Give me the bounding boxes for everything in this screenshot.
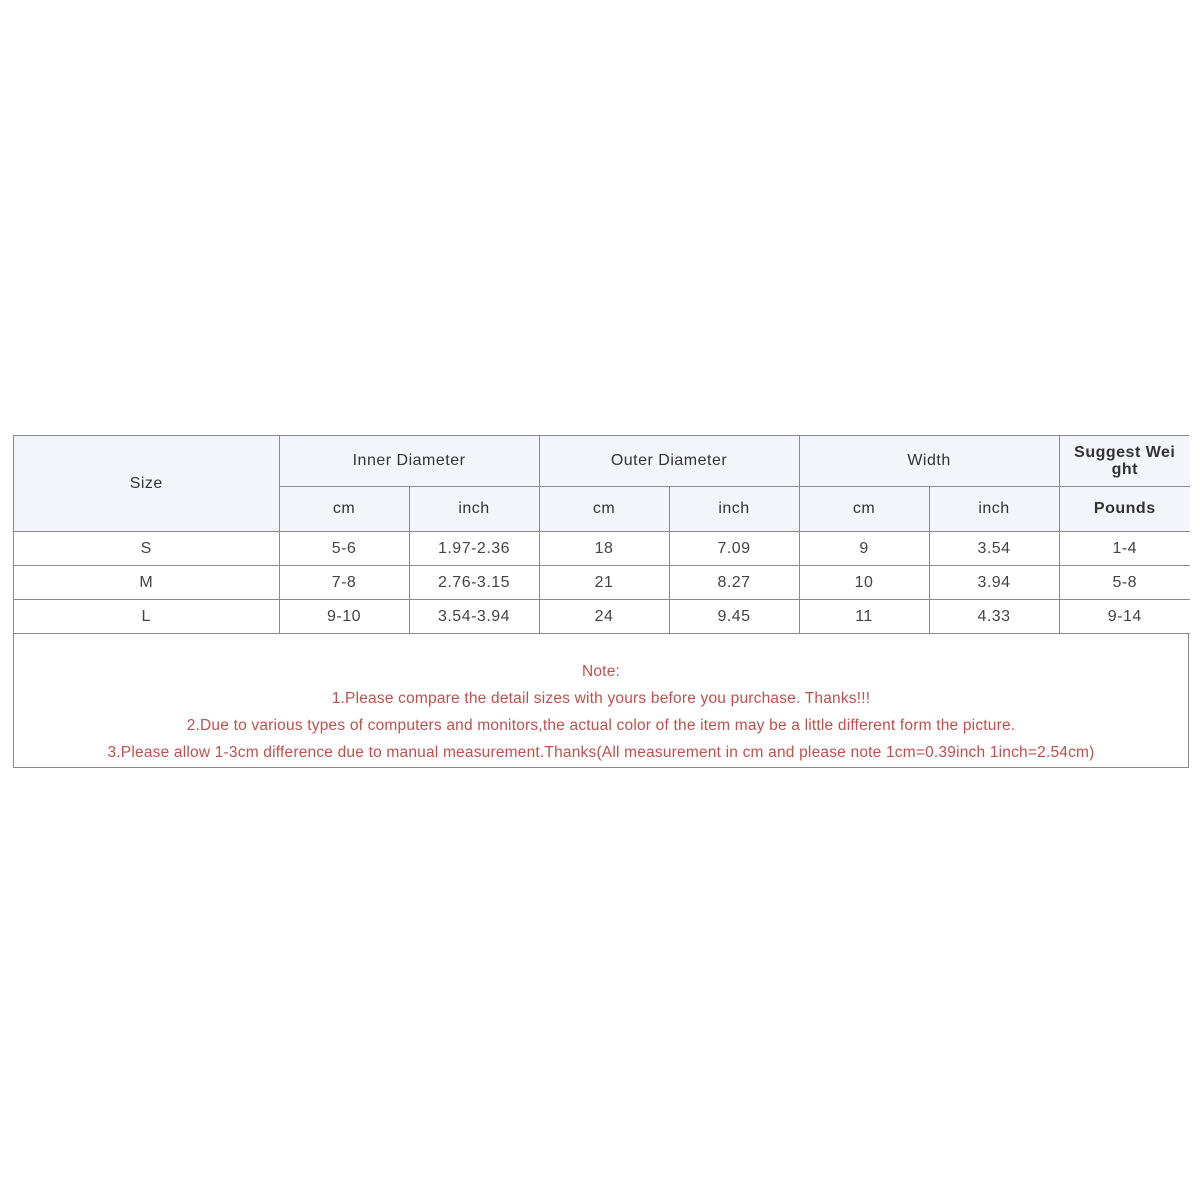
table-cell: 3.54-3.94 (409, 600, 539, 634)
table-cell: 7.09 (669, 532, 799, 566)
table-cell: 8.27 (669, 566, 799, 600)
header-row-groups (14, 436, 1190, 487)
table-row (14, 532, 1190, 566)
inner-diameter-header: Inner Diameter (279, 436, 539, 487)
table-cell: S (14, 532, 279, 566)
table-cell: 9-10 (279, 600, 409, 634)
table-cell: 21 (539, 566, 669, 600)
unit-header: cm (279, 487, 409, 532)
table-cell: 4.33 (929, 600, 1059, 634)
size-chart (13, 435, 1189, 768)
note-title: Note: (581, 663, 621, 680)
table-cell: 7-8 (279, 566, 409, 600)
size-table (14, 436, 1190, 634)
table-cell: M (14, 566, 279, 600)
table-row (14, 566, 1190, 600)
notes-section (14, 658, 1188, 766)
table-cell: 24 (539, 600, 669, 634)
table-cell: 3.94 (929, 566, 1059, 600)
table-cell: 11 (799, 600, 929, 634)
table-cell: 2.76-3.15 (409, 566, 539, 600)
table-cell: 1.97-2.36 (409, 532, 539, 566)
table-row (14, 600, 1190, 634)
table-cell: 5-6 (279, 532, 409, 566)
outer-diameter-header: Outer Diameter (539, 436, 799, 487)
table-cell: 1-4 (1059, 532, 1190, 566)
suggest-weight-header: Suggest Wei ght (1059, 436, 1190, 487)
table-cell: 5-8 (1059, 566, 1190, 600)
unit-header: cm (799, 487, 929, 532)
size-header: Size (14, 436, 279, 532)
unit-header: inch (409, 487, 539, 532)
table-cell: 10 (799, 566, 929, 600)
width-header: Width (799, 436, 1059, 487)
note-line: 1.Please compare the detail sizes with yours before you purchase. Thanks!!! (331, 690, 871, 707)
unit-header: Pounds (1059, 487, 1190, 532)
note-line: 2.Due to various types of computers and monitors,the actual color of the item may be a little different form the picture. (186, 717, 1016, 734)
table-cell: 9 (799, 532, 929, 566)
table-cell: 18 (539, 532, 669, 566)
table-cell: 9-14 (1059, 600, 1190, 634)
note-line: 3.Please allow 1-3cm difference due to manual measurement.Thanks(All measurement in cm and please note 1cm=0.39inch 1inch=2.54cm) (107, 744, 1095, 761)
table-cell: 3.54 (929, 532, 1059, 566)
unit-header: cm (539, 487, 669, 532)
table-cell: 9.45 (669, 600, 799, 634)
unit-header: inch (929, 487, 1059, 532)
table-cell: L (14, 600, 279, 634)
unit-header: inch (669, 487, 799, 532)
